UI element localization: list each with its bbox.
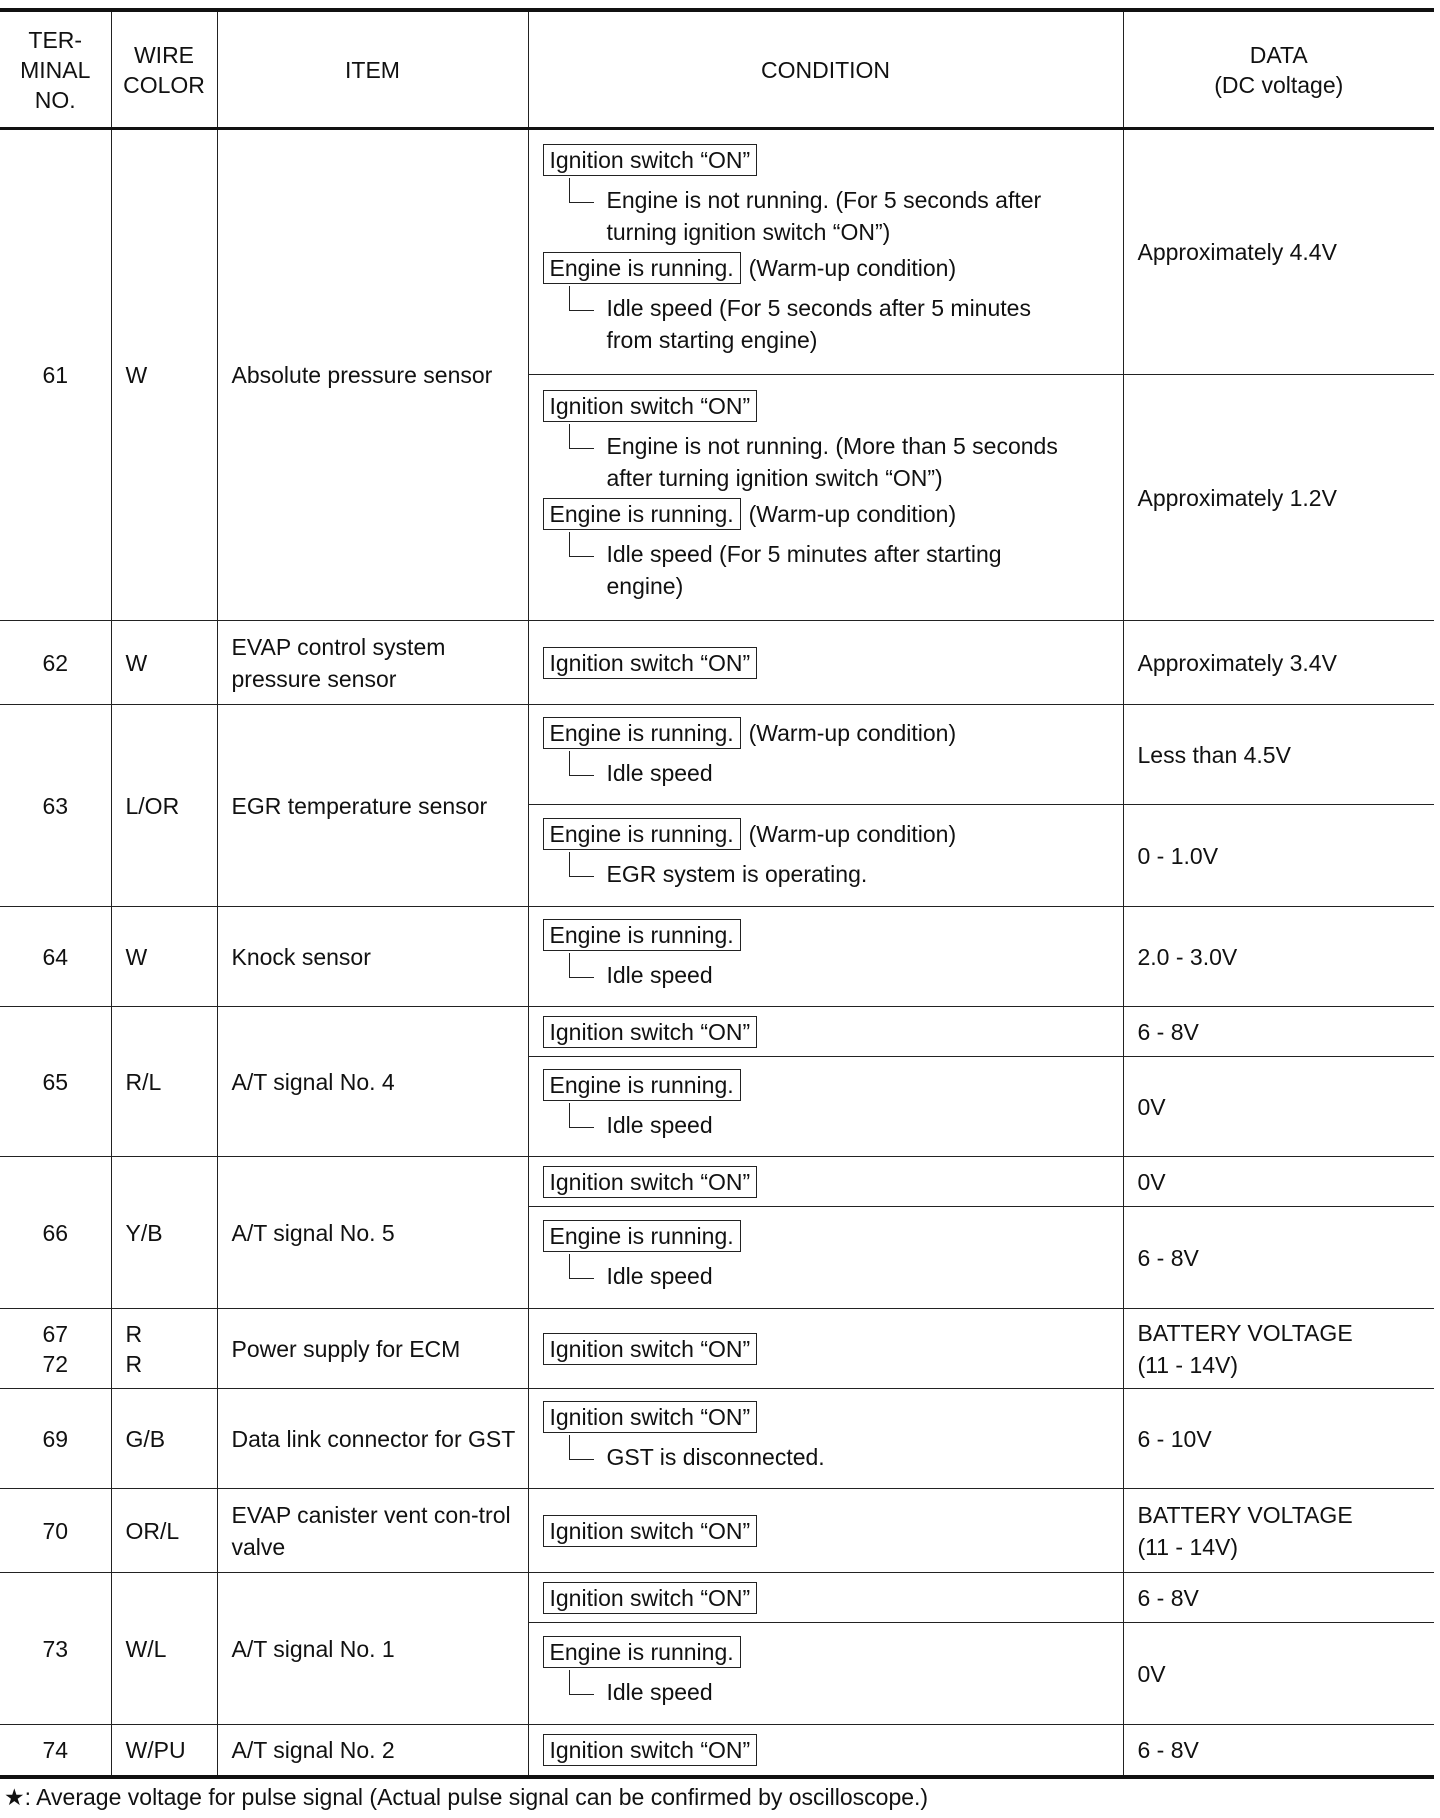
sub-condition [569, 1109, 1113, 1141]
condition-box: Ignition switch “ON” [543, 1734, 758, 1766]
sub-condition-line: Idle speed (For 5 seconds after 5 minutes [606, 295, 1031, 321]
data-cell: 6 - 8V [1123, 1725, 1434, 1777]
condition-box: Engine is running. [543, 717, 741, 749]
condition-box: Ignition switch “ON” [543, 1166, 758, 1198]
sub-condition [569, 430, 1113, 494]
item-cell: EGR temperature sensor [217, 705, 528, 907]
item-cell: Power supply for ECM [217, 1309, 528, 1389]
item-cell: A/T signal No. 2 [217, 1725, 528, 1777]
data-cell: 6 - 8V [1123, 1007, 1434, 1057]
data-cell: Less than 4.5V [1123, 705, 1434, 805]
sub-condition-line: Engine is not running. (For 5 seconds after [606, 187, 1042, 213]
sub-condition-line: Idle speed [606, 759, 713, 786]
condition-line [543, 1166, 1113, 1198]
table-row [0, 1725, 1434, 1777]
condition-line [543, 1069, 1113, 1101]
header-terminal-no [0, 10, 111, 129]
header-data [1123, 10, 1434, 129]
condition-cell [528, 375, 1123, 621]
condition-line [543, 1220, 1113, 1252]
condition-line [543, 1401, 1113, 1433]
condition-box: Ignition switch “ON” [543, 390, 758, 422]
header-wire-color [111, 10, 217, 129]
tree-connector [569, 1103, 594, 1128]
condition-box: Engine is running. [543, 252, 741, 284]
data-cell: BATTERY VOLTAGE (11 - 14V) [1123, 1489, 1434, 1573]
item-cell: EVAP control system pressure sensor [217, 621, 528, 705]
terminal-no-cell: 69 [0, 1389, 111, 1489]
data-cell: Approximately 4.4V [1123, 129, 1434, 375]
condition-box: Engine is running. [543, 1636, 741, 1668]
terminal-no-cell: 65 [0, 1007, 111, 1157]
condition-note: (Warm-up condition) [748, 500, 957, 527]
ecm-terminal-table [0, 8, 1434, 1779]
table-body [0, 129, 1434, 1777]
data-cell: 6 - 8V [1123, 1207, 1434, 1309]
item-cell: EVAP canister vent con-trol valve [217, 1489, 528, 1573]
condition-line [543, 919, 1113, 951]
condition-cell [528, 1725, 1123, 1777]
header-terminal-line: NO. [34, 86, 76, 113]
table-row [0, 907, 1434, 1007]
condition-line [543, 1636, 1113, 1668]
sub-condition [569, 858, 1113, 890]
wire-color-cell: OR/L [111, 1489, 217, 1573]
wire-color-cell: Y/B [111, 1157, 217, 1309]
table-row [0, 621, 1434, 705]
sub-condition-line: from starting engine) [606, 327, 818, 353]
table-row [0, 1157, 1434, 1207]
condition-cell [528, 129, 1123, 375]
wire-color-cell: R/L [111, 1007, 217, 1157]
item-cell: Knock sensor [217, 907, 528, 1007]
tree-connector [569, 424, 594, 449]
terminal-no-cell: 66 [0, 1157, 111, 1309]
table-row [0, 705, 1434, 805]
tree-connector [569, 852, 594, 877]
tree-connector [569, 1254, 594, 1279]
condition-cell [528, 1007, 1123, 1057]
sub-condition-line: engine) [606, 572, 684, 599]
tree-connector [569, 953, 594, 978]
header-terminal-line: TER- [28, 26, 83, 53]
header-wire-line: WIRE [133, 41, 195, 68]
table-row [0, 129, 1434, 375]
condition-box: Ignition switch “ON” [543, 1016, 758, 1048]
header-condition: CONDITION [528, 10, 1123, 129]
terminal-no-cell: 70 [0, 1489, 111, 1573]
condition-box: Ignition switch “ON” [543, 1515, 758, 1547]
tree-connector [569, 1435, 594, 1460]
condition-note: (Warm-up condition) [748, 719, 957, 746]
header-wire-line: COLOR [123, 71, 205, 98]
sub-condition-line: Idle speed (For 5 minutes after starting [606, 540, 1002, 567]
data-cell: BATTERY VOLTAGE (11 - 14V) [1123, 1309, 1434, 1389]
sub-condition-line: Idle speed [606, 1678, 713, 1705]
sub-condition-line: GST is disconnected. [606, 1443, 825, 1470]
condition-cell [528, 805, 1123, 907]
sub-condition-line: Idle speed [606, 1262, 713, 1289]
header-terminal-line: MINAL [20, 56, 91, 83]
condition-box: Ignition switch “ON” [543, 647, 758, 679]
wire-color-cell: W [111, 907, 217, 1007]
condition-cell [528, 1309, 1123, 1389]
sub-condition [569, 757, 1113, 789]
condition-line [543, 252, 1113, 284]
header-data-line: (DC voltage) [1214, 71, 1344, 98]
condition-line [543, 144, 1113, 176]
terminal-no-cell: 74 [0, 1725, 111, 1777]
condition-line [543, 1016, 1113, 1048]
condition-line [543, 1515, 1113, 1547]
item-cell: Data link connector for GST [217, 1389, 528, 1489]
sub-condition [569, 292, 1113, 356]
item-cell: A/T signal No. 4 [217, 1007, 528, 1157]
terminal-no-cell: 61 [0, 129, 111, 621]
sub-condition-line: after turning ignition switch “ON”) [606, 464, 943, 491]
sub-condition-line: Engine is not running. (More than 5 seconds [606, 432, 1058, 459]
footnote: ★: Average voltage for pulse signal (Actual pulse signal can be confirmed by oscilloscope.) [4, 1784, 929, 1810]
data-cell: Approximately 3.4V [1123, 621, 1434, 705]
header-item: ITEM [217, 10, 528, 129]
condition-cell [528, 1057, 1123, 1157]
condition-cell [528, 907, 1123, 1007]
data-cell: 6 - 10V [1123, 1389, 1434, 1489]
condition-box: Engine is running. [543, 1220, 741, 1252]
table-header-row [0, 10, 1434, 129]
condition-line [543, 1333, 1113, 1365]
item-cell: Absolute pressure sensor [217, 129, 528, 621]
sub-condition [569, 184, 1113, 248]
condition-line [543, 390, 1113, 422]
wire-color-cell: L/OR [111, 705, 217, 907]
data-cell: 0V [1123, 1157, 1434, 1207]
data-cell: Approximately 1.2V [1123, 375, 1434, 621]
condition-line [543, 498, 1113, 530]
item-cell: A/T signal No. 5 [217, 1157, 528, 1309]
condition-box: Engine is running. [543, 818, 741, 850]
tree-connector [569, 751, 594, 776]
terminal-no-cell: 62 [0, 621, 111, 705]
data-cell: 0V [1123, 1057, 1434, 1157]
condition-line [543, 647, 1113, 679]
condition-box: Ignition switch “ON” [543, 144, 758, 176]
sub-condition-line: turning ignition switch “ON”) [606, 219, 891, 245]
condition-box: Ignition switch “ON” [543, 1333, 758, 1365]
table-row [0, 1489, 1434, 1573]
condition-cell [528, 1157, 1123, 1207]
condition-cell [528, 1623, 1123, 1725]
data-cell: 0V [1123, 1623, 1434, 1725]
condition-line [543, 717, 1113, 749]
table-row [0, 1007, 1434, 1057]
condition-cell [528, 705, 1123, 805]
condition-box: Engine is running. [543, 1069, 741, 1101]
terminal-no-cell: 73 [0, 1573, 111, 1725]
sub-condition [569, 1260, 1113, 1292]
table-row [0, 1309, 1434, 1389]
data-cell: 6 - 8V [1123, 1573, 1434, 1623]
condition-box: Engine is running. [543, 498, 741, 530]
wire-color-cell: W/PU [111, 1725, 217, 1777]
header-data-line: DATA [1249, 41, 1308, 68]
condition-box: Ignition switch “ON” [543, 1401, 758, 1433]
sub-condition [569, 538, 1113, 602]
wire-color-cell: W [111, 621, 217, 705]
condition-box: Engine is running. [543, 919, 741, 951]
wire-color-cell: G/B [111, 1389, 217, 1489]
terminal-no-cell: 64 [0, 907, 111, 1007]
terminal-no-cell: 63 [0, 705, 111, 907]
ecm-terminal-table-page [0, 8, 1434, 1779]
data-cell: 2.0 - 3.0V [1123, 907, 1434, 1007]
sub-condition [569, 1441, 1113, 1473]
condition-line [543, 1734, 1113, 1766]
condition-cell [528, 621, 1123, 705]
sub-condition-line: Idle speed [606, 961, 713, 988]
condition-cell [528, 1573, 1123, 1623]
tree-connector [569, 532, 594, 557]
condition-cell [528, 1207, 1123, 1309]
wire-color-cell: W [111, 129, 217, 621]
wire-color-cell: R R [111, 1309, 217, 1389]
condition-cell [528, 1389, 1123, 1489]
condition-note: (Warm-up condition) [748, 820, 957, 847]
table-row [0, 1573, 1434, 1623]
condition-line [543, 818, 1113, 850]
condition-box: Ignition switch “ON” [543, 1582, 758, 1614]
tree-connector [569, 286, 594, 311]
table-row [0, 1389, 1434, 1489]
sub-condition-line: Idle speed [606, 1111, 713, 1138]
tree-connector [569, 178, 594, 203]
sub-condition-line: EGR system is operating. [606, 860, 868, 887]
condition-note: (Warm-up condition) [748, 255, 957, 281]
condition-cell [528, 1489, 1123, 1573]
terminal-no-cell: 67 72 [0, 1309, 111, 1389]
condition-line [543, 1582, 1113, 1614]
item-cell: A/T signal No. 1 [217, 1573, 528, 1725]
data-cell: 0 - 1.0V [1123, 805, 1434, 907]
sub-condition [569, 1676, 1113, 1708]
sub-condition [569, 959, 1113, 991]
wire-color-cell: W/L [111, 1573, 217, 1725]
tree-connector [569, 1670, 594, 1695]
